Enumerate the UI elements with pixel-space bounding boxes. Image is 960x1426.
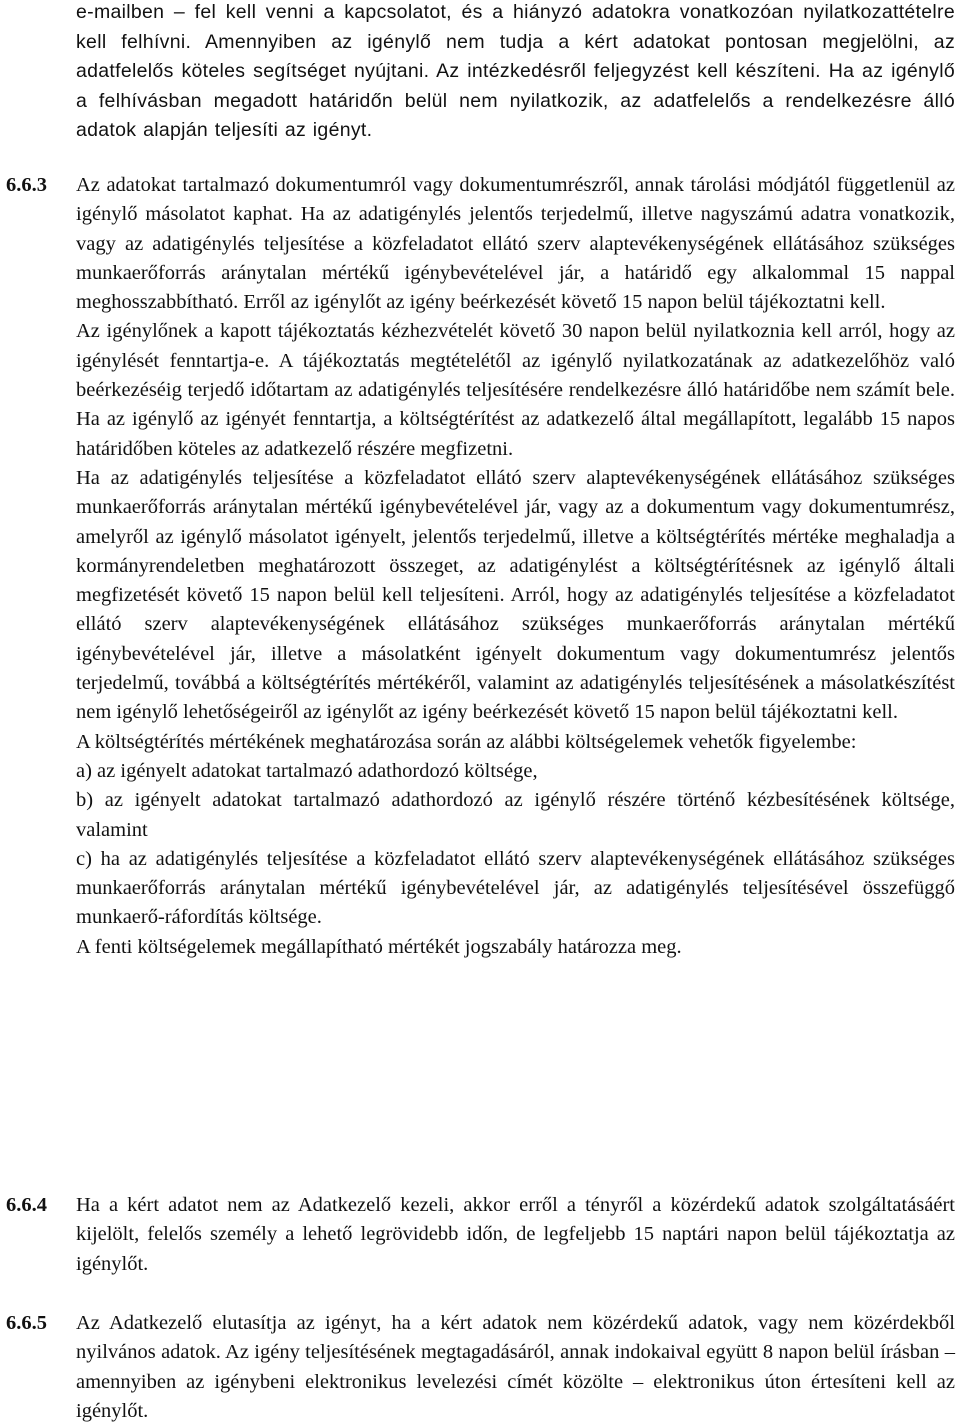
intro-paragraph [76,0,955,146]
section-number: 6.6.3 [6,174,47,196]
paragraph: Az Adatkezelő elutasítja az igényt, ha a kért adatok nem közérdekű adatok, vagy nem közérdekből nyilvános adatok. Az igény teljesítésének megtagadásáról, annak indokaival együtt 8 napon belül írásban –amennyiben az igénybeni elektronikus levelezési címét közölte – elektronikus úton értesíteni kell az igénylőt. [76,1312,955,1422]
section-number: 6.6.4 [6,1194,47,1216]
paragraph: Az igénylőnek a kapott tájékoztatás kézhezvételét követő 30 napon belül nyilatkoznia kell arról, hogy az igénylését fenntartja-e. A tájékoztatás megtételétől az igénylő nyilatkozatának az adatkezelőhöz való beérkezéséig terjedő időtartam az adatigénylés teljesítésére rendelkezésre álló határidőbe nem számít bele. Ha az igénylő az igényét fenntartja, a költségtérítést az adatkezelő által megállapított, legalább 15 napos határidőben köteles az adatkezelő részére megfizetni. [76,320,955,460]
paragraph: A fenti költségelemek megállapítható mértékét jogszabály határozza meg. [76,935,682,958]
section-6-6-5 [76,1309,955,1426]
list-item: b) az igényelt adatokat tartalmazó adathordozó az igénylő részére történő kézbesítésének költsége, valamint [76,789,955,841]
section-number: 6.6.5 [6,1312,47,1334]
section-6-6-4 [76,1191,955,1279]
paragraph: Ha az adatigénylés teljesítése a közfeladatot ellátó szerv alaptevékenységének ellátásához szükséges munkaerőforrás aránytalan mértékű igénybevételével jár, vagy az a dokumentum vagy dokumentumrész, amelyről az igénylő másolatot igényelt, jelentős terjedelmű, illetve a költségtérítés mértéke meghaladja a kormányrendeletben meghatározott összeget, az adatigénylést a költségtérítésnek az igénylő általi megfizetését követő 15 napon belül kell teljesíteni. Arról, hogy az adatigénylés teljesítése a közfeladatot ellátó szerv alaptevékenységének ellátásához szükséges munkaerőforrás aránytalan mértékű igénybevételével jár, illetve a másolatként igényelt dokumentum vagy dokumentumrész jelentős terjedelmű, továbbá a költségtérítés mértékéről, valamint az adatigénylés teljesítésének a másolatkészítést nem igénylő lehetőségeiről az igénylőt az igény beérkezését követő 15 napon belül tájékoztatni kell. [76,466,955,724]
section-6-6-3 [76,171,955,962]
paragraph: Ha a kért adatot nem az Adatkezelő kezeli, akkor erről a tényről a közérdekű adatok szolgáltatásáért kijelölt, felelős személy a lehető legrövidebb időn, de legfeljebb 15 naptári napon belül tájékoztatja az igénylőt. [76,1194,955,1275]
paragraph: Az adatokat tartalmazó dokumentumról vagy dokumentumrészről, annak tárolási módjától függetlenül az igénylő másolatot kaphat. Ha az adatigénylés jelentős terjedelmű, illetve nagyszámú adatra vonatkozik, vagy az adatigénylés teljesítése a közfeladatot ellátó szerv alaptevékenységének ellátásához szükséges munkaerőforrás aránytalan mértékű igénybevételével jár, a határidő egy alkalommal 15 nappal meghosszabbítható. Erről az igénylőt az igény beérkezését követő 15 napon belül tájékoztatni kell. [76,174,955,314]
intro-text: e-mailben – fel kell venni a kapcsolatot, és a hiányzó adatokra vonatkozóan nyilatkozattételre kell felhívni. Amennyiben az igénylő nem tudja a kért adatokat pontosan megjelölni, az adatfelelős köteles segítséget nyújtani. Az intézkedésről feljegyzést kell készíteni. Ha az igénylő a felhívásban megadott határidőn belül nem nyilatkozik, az adatfelelős a rendelkezésre álló adatok alapján teljesíti az igényt. [76,1,955,141]
list-item: a) az igényelt adatokat tartalmazó adathordozó költsége, [76,759,538,782]
paragraph: A költségtérítés mértékének meghatározása során az alábbi költségelemek vehetők figyelembe: [76,730,857,753]
list-item: c) ha az adatigénylés teljesítése a közfeladatot ellátó szerv alaptevékenységének ellátásához szükséges munkaerőforrás aránytalan mértékű igénybevételével jár, az adatigénylés teljesítésével összefüggő munkaerő-ráfordítás költsége. [76,847,955,929]
